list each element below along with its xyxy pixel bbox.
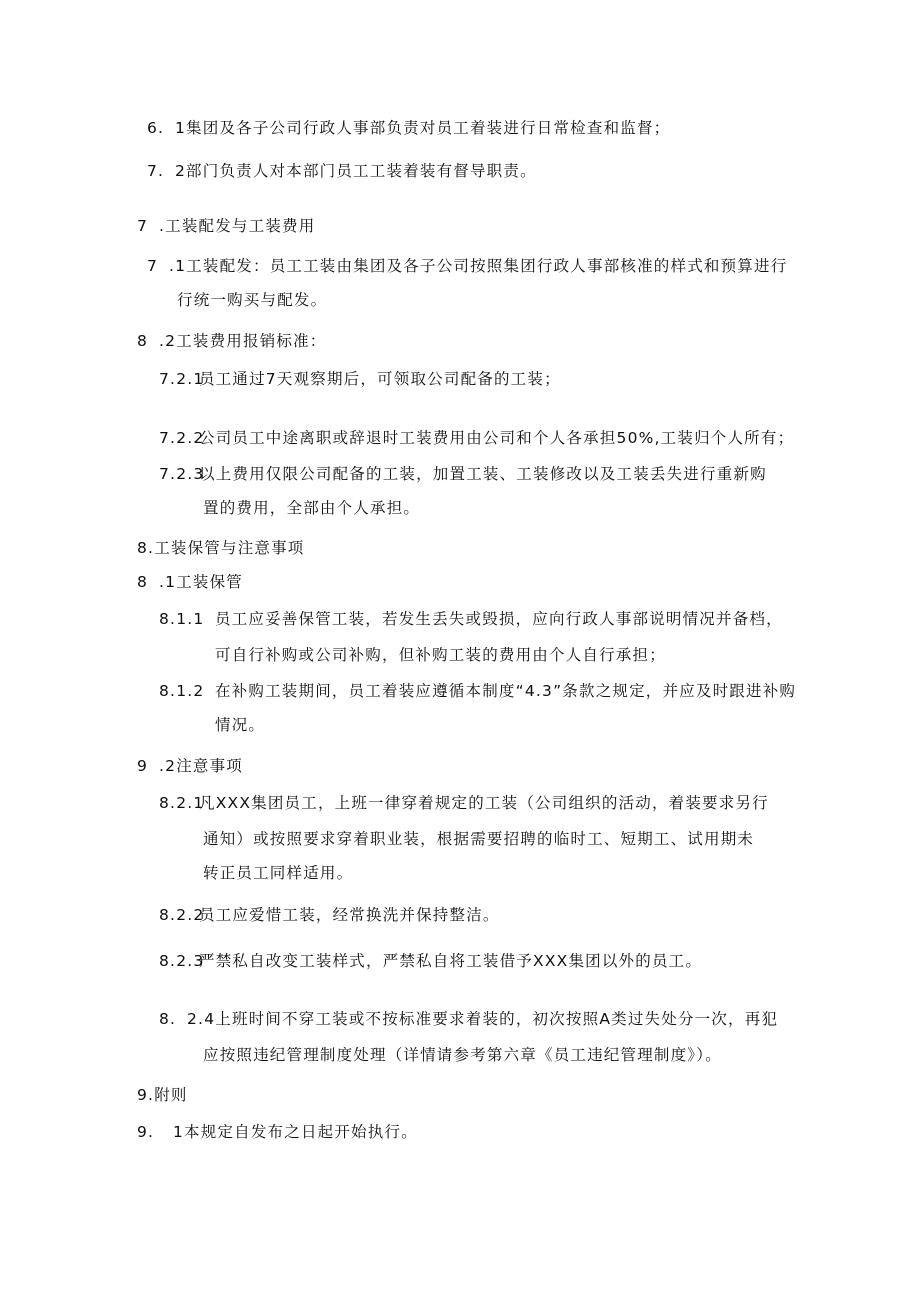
clause-number: 8 xyxy=(137,332,149,350)
clause-number: 8. xyxy=(159,1010,177,1028)
clause-text: 以上费用仅限公司配备的工装，加置工装、工装修改以及工装丢失进行重新购 xyxy=(199,465,767,483)
clause-8-1-1 xyxy=(159,609,783,629)
clause-text: 员工应妥善保管工装，若发生丢失或毁损，应向行政人事部说明情况并备档， xyxy=(215,610,783,628)
clause-number: 7.2.2 xyxy=(159,429,205,447)
clause-7-2-3 xyxy=(159,464,767,484)
section-heading xyxy=(137,1085,188,1105)
clause-continuation xyxy=(177,290,327,310)
clause-text: .2注意事项 xyxy=(159,757,243,775)
clause-number: 7. xyxy=(147,162,165,180)
section-heading xyxy=(137,538,305,558)
clause-text: 1本规定自发布之日起开始执行。 xyxy=(173,1123,418,1141)
clause-text: 严禁私自改变工装样式，严禁私自将工装借予XXX集团以外的员工。 xyxy=(199,952,703,970)
clause-number: 8.2.1 xyxy=(159,794,205,812)
clause-number: 8.2.2 xyxy=(159,906,205,924)
clause-continuation xyxy=(203,1045,722,1065)
clause-text: .1工装保管 xyxy=(159,573,243,591)
clause-text: .工装配发与工装费用 xyxy=(159,217,316,235)
clause-continuation xyxy=(215,645,666,665)
clause-8-2-3 xyxy=(159,951,702,971)
clause-text: 2部门负责人对本部门员工工装着装有督导职责。 xyxy=(175,162,537,180)
clause-8-2-4 xyxy=(159,1009,778,1029)
clause-text: 公司员工中途离职或辞退时工装费用由公司和个人各承担50%,工装归个人所有； xyxy=(199,429,795,447)
clause-text: .1工装配发：员工工装由集团及各子公司按照集团行政人事部核准的样式和预算进行 xyxy=(169,257,788,275)
clause-8-1-heading xyxy=(137,572,243,592)
clause-number: 8.1.1 xyxy=(159,610,205,628)
clause-8-2-1 xyxy=(159,793,769,813)
clause-text: 员工通过7天观察期后，可领取公司配备的工装； xyxy=(199,370,561,388)
clause-6-1 xyxy=(147,118,670,138)
clause-text: .2工装费用报销标准： xyxy=(159,332,327,350)
clause-text: 8.工装保管与注意事项 xyxy=(137,539,305,557)
clause-text: 行统一购买与配发。 xyxy=(177,291,328,309)
clause-7-2-1 xyxy=(159,369,561,389)
clause-number: 9. xyxy=(137,1123,155,1141)
clause-text: 应按照违纪管理制度处理（详情请参考第六章《员工违纪管理制度》）。 xyxy=(203,1046,722,1064)
clause-continuation xyxy=(215,715,265,735)
clause-8-2-2 xyxy=(159,905,500,925)
clause-number: 7.2.3 xyxy=(159,465,205,483)
clause-8-2-heading xyxy=(137,756,243,776)
clause-text: 置的费用，全部由个人承担。 xyxy=(203,499,421,517)
clause-text: 在补购工装期间，员工着装应遵循本制度“4.3”条款之规定，并应及时跟进补购 xyxy=(215,682,797,700)
clause-text: 1集团及各子公司行政人事部负责对员工着装进行日常检查和监督； xyxy=(175,119,671,137)
clause-number: 6. xyxy=(147,119,165,137)
clause-8-1-2 xyxy=(159,681,796,701)
clause-7-1 xyxy=(147,256,787,276)
clause-7-2-heading xyxy=(137,331,327,351)
clause-number: 8.1.2 xyxy=(159,682,205,700)
clause-7-2 xyxy=(147,161,537,181)
clause-text: 9.附则 xyxy=(137,1086,188,1104)
clause-text: 情况。 xyxy=(215,716,266,734)
clause-continuation xyxy=(203,498,420,518)
clause-text: 2.4上班时间不穿工装或不按标准要求着装的，初次按照A类过失处分一次，再犯 xyxy=(187,1010,779,1028)
section-heading xyxy=(137,216,315,236)
clause-9-1 xyxy=(137,1122,418,1142)
clause-number: 7 xyxy=(137,217,149,235)
clause-continuation xyxy=(203,829,754,849)
clause-text: 凡XXX集团员工，上班一律穿着规定的工装（公司组织的活动，着装要求另行 xyxy=(199,794,769,812)
clause-text: 员工应爱惜工装，经常换洗并保持整洁。 xyxy=(199,906,500,924)
clause-text: 可自行补购或公司补购，但补购工装的费用由个人自行承担； xyxy=(215,646,666,664)
clause-continuation xyxy=(203,863,353,883)
clause-number: 8 xyxy=(137,573,149,591)
clause-number: 7 xyxy=(147,257,159,275)
clause-text: 通知）或按照要求穿着职业装，根据需要招聘的临时工、短期工、试用期未 xyxy=(203,830,755,848)
clause-number: 7.2.1 xyxy=(159,370,205,388)
clause-number: 9 xyxy=(137,757,149,775)
clause-number: 8.2.3 xyxy=(159,952,205,970)
clause-text: 转正员工同样适用。 xyxy=(203,864,354,882)
clause-7-2-2 xyxy=(159,428,794,448)
